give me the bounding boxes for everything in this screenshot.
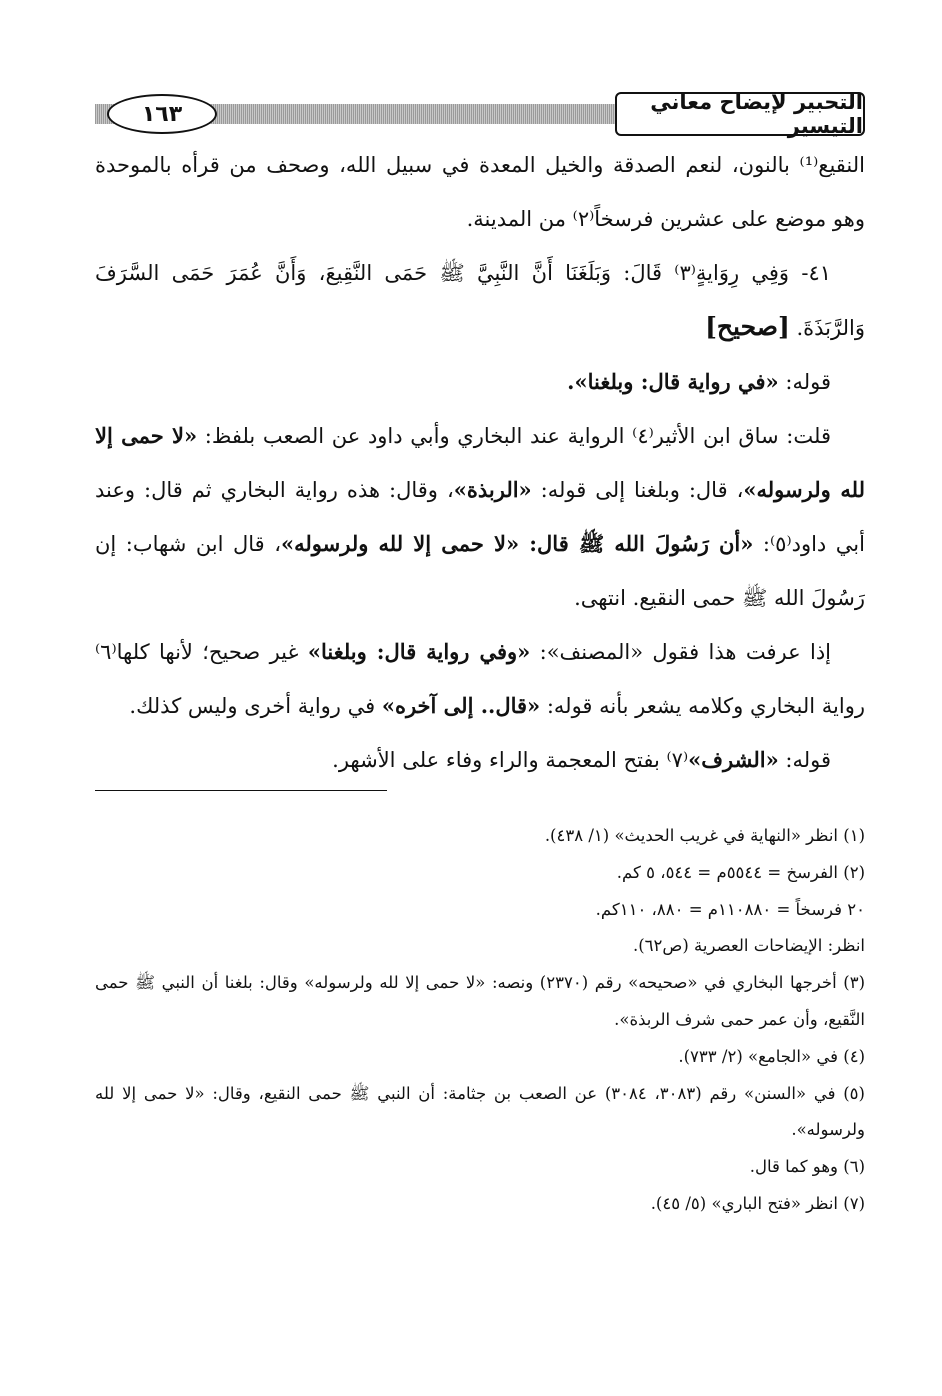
text-run: قلت: ساق ابن الأثير⁽٤⁾ الرواية عند البخاري وأبي داود عن الصعب بلفظ: — [197, 424, 831, 448]
text-run: ، قال: وبلغنا إلى قوله: — [531, 478, 744, 502]
paragraph-3 — [95, 355, 865, 409]
footnote-2-line-2: ٢٠ فرسخاً = ١١٠٨٨٠م = ٨٨٠، ١١٠كم. — [595, 899, 865, 919]
footnote-4: (٤) في «الجامع» (٢/ ٧٣٣). — [678, 1046, 865, 1066]
bold-run: «الشرف» — [688, 747, 779, 772]
paragraph-5 — [95, 625, 865, 733]
footnote-1: (١) انظر «النهاية في غريب الحديث» (١/ ٤٣٨). — [544, 826, 865, 845]
paragraph-6 — [95, 733, 865, 787]
page-number: ١٦٣ — [107, 94, 217, 134]
main-text — [95, 138, 865, 787]
bold-run: «أن رَسُولَ الله ﷺ قال: «لا حمى إلا لله ولرسوله» — [281, 531, 754, 556]
text-run: ، وقال: هذه رواية البخاري ثم قال: وعند أبي داود⁽٥⁾: — [95, 478, 865, 556]
paragraph-3-lead: قوله: — [785, 370, 831, 394]
text-run: إذا عرفت هذا فقول «المصنف»: — [530, 640, 832, 664]
bold-run: «لا حمى إلا لله ولرسوله» — [95, 423, 865, 502]
hadith-41-text: ٤١- وَفِي رِوَايةٍ⁽٣⁾ قَالَ: وَبَلَغَنَا أَنَّ النَّبِيَّ ﷺ حَمَى النَّقِيعَ، وَأَنَّ عُمَرَ حَمَى السَّرَفَ وَالرَّبَذَةَ. — [95, 261, 865, 340]
text-run: ⁽٧⁾ بفتح المعجمة والراء وفاء على الأشهر. — [332, 748, 689, 772]
text-run: ، قال ابن شهاب: إن رَسُولَ الله ﷺ حمى النقيع. انتهى. — [95, 532, 865, 610]
text-run: في رواية أخرى وليس كذلك. — [129, 694, 382, 718]
footnotes — [95, 818, 865, 1223]
text-run: قوله: — [778, 748, 831, 772]
paragraph-3-quote: «في رواية قال: وبلغنا». — [567, 369, 779, 394]
paragraph-4 — [95, 409, 865, 625]
footnote-2: (٢) الفرسخ = ٥٥٤٤م = ٥٤٤، ٥ كم. — [616, 862, 865, 882]
text-run: غير صحيح؛ لأنها كلها⁽٦⁾ رواية البخاري وكلامه يشعر بأنه قوله: — [95, 640, 865, 718]
footnote-6: (٦) وهو كما قال. — [749, 1157, 865, 1177]
footnote-3: (٣) أخرجها البخاري في «صحيحه» رقم (٢٣٧٠) ونصه: «لا حمى إلا لله ولرسوله» وقال: بلغنا أن النبي ﷺ حمى النَّقيع، وأن عمر حمى شرف الربذة». — [95, 973, 865, 1029]
bold-run: «وفي رواية قال: وبلغنا» — [307, 639, 531, 664]
page-header — [95, 92, 865, 136]
paragraph-1: النقيع⁽¹⁾ بالنون، لنعم الصدقة والخيل المعدة في سبيل الله، وصحف من قرأه بالموحدة وهو موضع على عشرين فرسخاً⁽٢⁾ من المدينة. — [95, 153, 865, 231]
footnote-separator — [95, 790, 387, 791]
bold-run: «الربذة» — [453, 477, 532, 502]
footnote-5: (٥) في «السنن» رقم (٣٠٨٣، ٣٠٨٤) عن الصعب بن جثامة: أن النبي ﷺ حمى النقيع، وقال: «لا حمى إلا لله ولرسوله». — [95, 1083, 865, 1140]
bold-run: «قال.. إلى آخره» — [381, 693, 541, 718]
book-title: التحبير لإيضاح معاني التيسير — [615, 92, 865, 136]
footnote-2-line-3: انظر: الإيضاحات العصرية (ص٦٢). — [632, 936, 865, 956]
hadith-41 — [95, 246, 865, 355]
footnote-7: (٧) انظر «فتح الباري» (٥/ ٤٥). — [650, 1193, 865, 1213]
hadith-grade: [صحيح] — [705, 312, 790, 341]
